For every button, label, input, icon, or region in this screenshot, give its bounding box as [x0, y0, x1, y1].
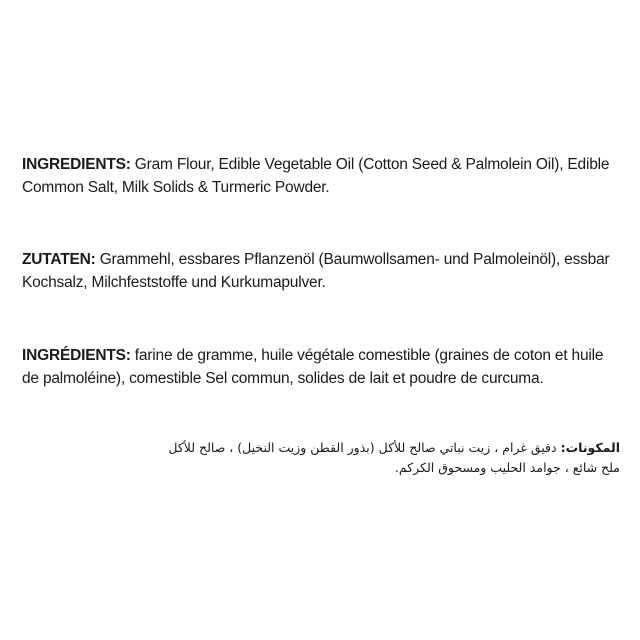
- ingredients-german: [22, 248, 626, 294]
- ingredients-french-line-1: [22, 344, 626, 367]
- ingredients-english-line-1: [22, 153, 626, 176]
- ingredients-english-text-1: Gram Flour, Edible Vegetable Oil (Cotton Seed & Palmolein Oil), Edible: [130, 156, 610, 173]
- ingredients-english-label: INGREDIENTS:: [22, 156, 131, 173]
- ingredients-german-text-1: Grammehl, essbares Pflanzenöl (Baumwollsamen- und Palmoleinöl), essbar: [95, 251, 610, 268]
- ingredients-arabic: [150, 438, 620, 478]
- ingredients-arabic-text-1: دقيق غرام ، زيت نباتي صالح للأكل (بذور القطن وزيت النخيل) ، صالح للأكل: [168, 440, 561, 455]
- ingredients-arabic-line-1: [150, 438, 620, 458]
- ingredients-arabic-label: المكونات:: [560, 440, 620, 455]
- ingredients-english: [22, 153, 626, 199]
- ingredients-english-text-2: Common Salt, Milk Solids & Turmeric Powder.: [22, 179, 330, 196]
- ingredients-french-text-1: farine de gramme, huile végétale comestible (graines de coton et huile: [130, 347, 604, 364]
- ingredients-german-text-2: Kochsalz, Milchfeststoffe und Kurkumapulver.: [22, 274, 326, 291]
- ingredients-french-label: INGRÉDIENTS:: [22, 347, 131, 364]
- ingredients-german-line-1: [22, 248, 626, 271]
- ingredients-arabic-text-2: ملح شائع ، جوامد الحليب ومسحوق الكركم.: [394, 460, 620, 475]
- ingredients-french: [22, 344, 626, 390]
- ingredients-german-label: ZUTATEN:: [22, 251, 96, 268]
- ingredients-french-text-2: de palmoléine), comestible Sel commun, solides de lait et poudre de curcuma.: [22, 370, 544, 387]
